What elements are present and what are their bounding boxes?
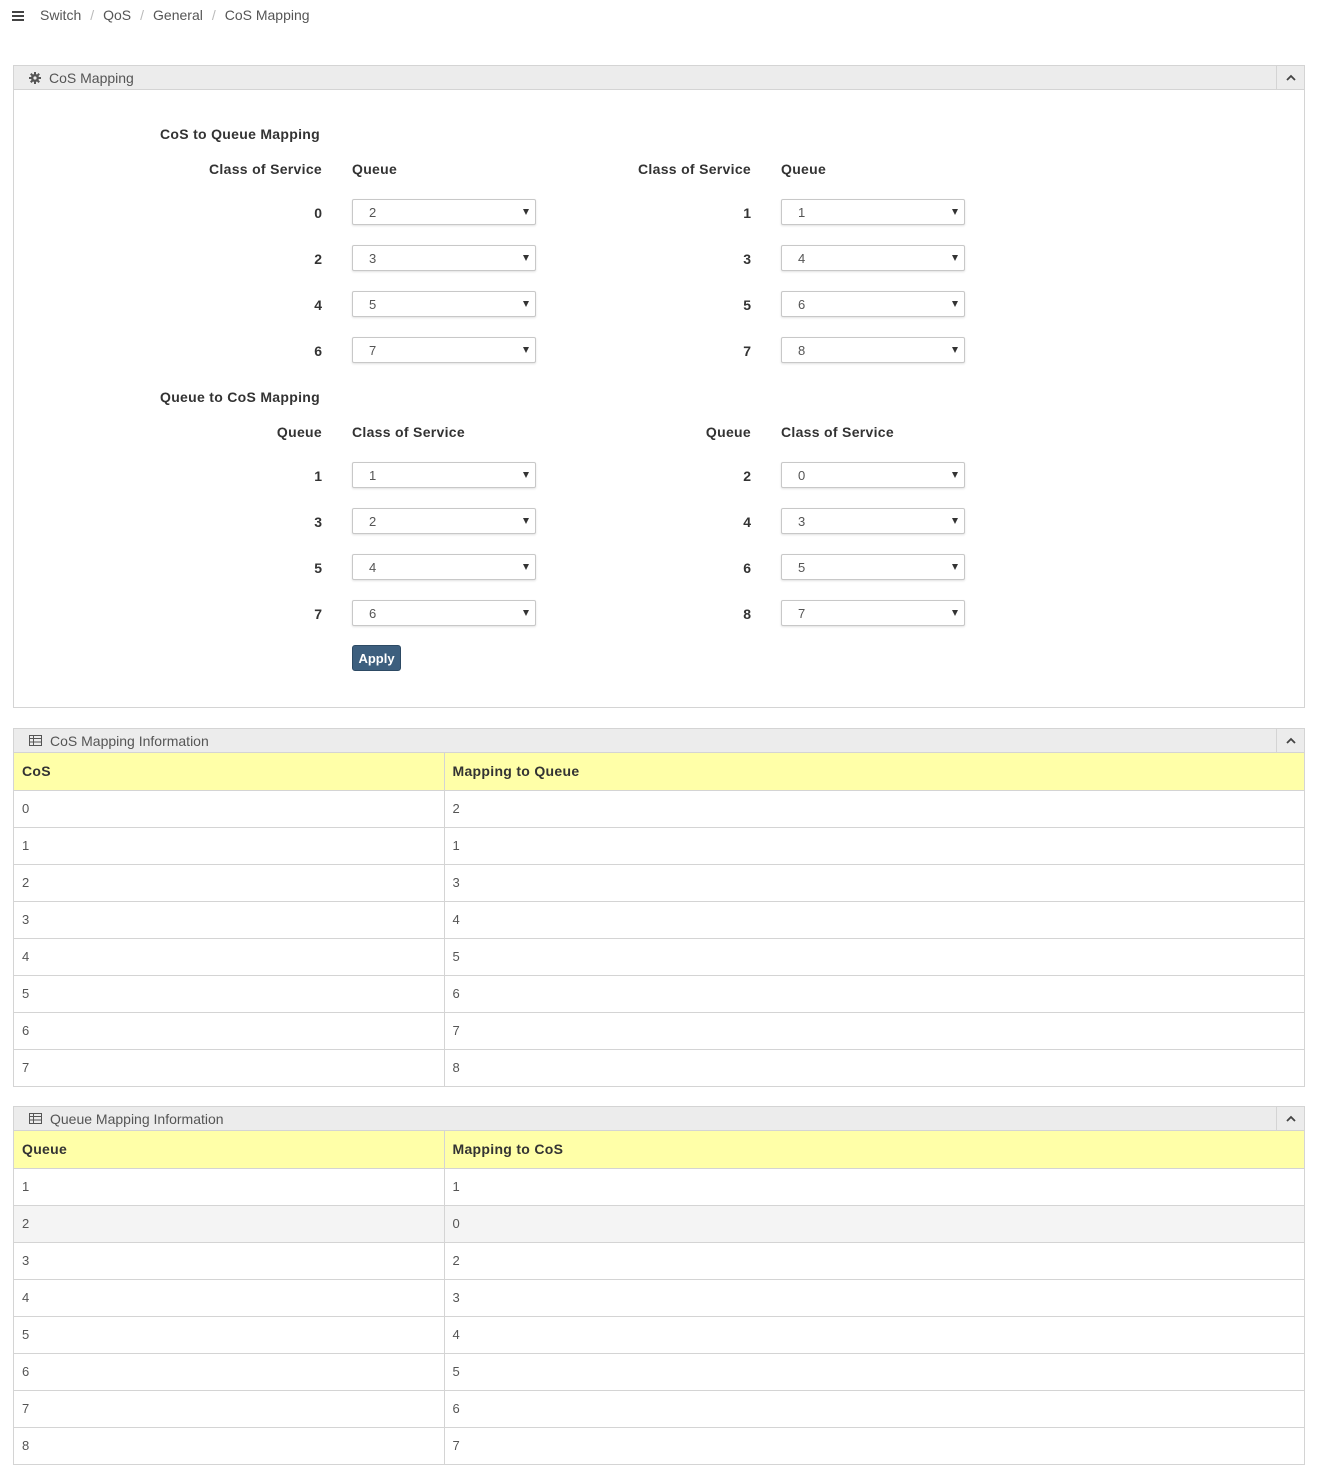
chevron-up-icon (1286, 737, 1296, 744)
column-header-mapping-to-queue: Mapping to Queue (444, 753, 1304, 790)
cos-select-queue-4[interactable] (781, 508, 965, 534)
select-value: 3 (369, 250, 377, 266)
panel-header (14, 729, 1304, 753)
table-row (14, 1427, 1304, 1464)
cos-select-queue-1[interactable] (352, 462, 536, 488)
cell-queue: 5 (444, 938, 1304, 975)
panel-title: CoS Mapping Information (50, 732, 209, 749)
table-icon (29, 1113, 42, 1124)
breadcrumb-separator: / (211, 7, 216, 23)
cell-cos: 3 (14, 901, 444, 938)
cos-label: 3 (743, 251, 751, 267)
dropdown-arrow-icon (523, 255, 529, 261)
queue-label: 7 (314, 606, 322, 622)
cell-queue: 6 (444, 975, 1304, 1012)
table-row (14, 1279, 1304, 1316)
select-value: 6 (369, 605, 377, 621)
cos-mapping-info-panel (13, 728, 1305, 1087)
table-icon (29, 735, 42, 746)
queue-to-cos-title: Queue to CoS Mapping (160, 389, 320, 405)
select-value: 1 (798, 204, 806, 220)
breadcrumb-item-switch[interactable]: Switch (40, 7, 82, 23)
queue-column-header: Queue (781, 161, 827, 177)
cell-cos: 2 (444, 1242, 1304, 1279)
cos-mapping-panel (13, 65, 1305, 708)
queue-select-cos-5[interactable] (781, 291, 965, 317)
cell-cos: 2 (14, 864, 444, 901)
table-row (14, 1168, 1304, 1205)
queue-select-cos-0[interactable] (352, 199, 536, 225)
queue-select-cos-7[interactable] (781, 337, 965, 363)
dropdown-arrow-icon (952, 472, 958, 478)
select-value: 4 (798, 250, 806, 266)
cell-cos: 7 (444, 1427, 1304, 1464)
table-row (14, 1390, 1304, 1427)
cell-cos: 4 (14, 938, 444, 975)
cell-queue: 7 (444, 1012, 1304, 1049)
cos-label: 7 (743, 343, 751, 359)
cos-select-queue-5[interactable] (352, 554, 536, 580)
select-value: 7 (369, 342, 377, 358)
cell-queue: 3 (444, 864, 1304, 901)
cos-mapping-table (14, 753, 1304, 1086)
dropdown-arrow-icon (952, 610, 958, 616)
table-header-row (14, 1131, 1304, 1168)
cell-queue: 4 (14, 1279, 444, 1316)
table-row (14, 1353, 1304, 1390)
cell-queue: 1 (444, 827, 1304, 864)
cell-cos: 6 (14, 1012, 444, 1049)
breadcrumb (12, 5, 310, 25)
panel-title: CoS Mapping (49, 69, 134, 86)
cos-column-header: Class of Service (638, 161, 751, 177)
select-value: 7 (798, 605, 806, 621)
panel-header (14, 66, 1304, 90)
table-header-row (14, 753, 1304, 790)
queue-label: 3 (314, 514, 322, 530)
queue-column-header: Queue (705, 424, 751, 440)
cell-queue: 1 (14, 1168, 444, 1205)
cell-queue: 6 (14, 1353, 444, 1390)
cos-select-queue-2[interactable] (781, 462, 965, 488)
collapse-button[interactable] (1276, 729, 1304, 752)
column-header-mapping-to-cos: Mapping to CoS (444, 1131, 1304, 1168)
cell-cos: 5 (14, 975, 444, 1012)
queue-column-header: Queue (276, 424, 322, 440)
dropdown-arrow-icon (952, 564, 958, 570)
table-row (14, 938, 1304, 975)
mapping-form (14, 90, 1304, 707)
cell-queue: 7 (14, 1390, 444, 1427)
queue-select-cos-3[interactable] (781, 245, 965, 271)
dropdown-arrow-icon (523, 209, 529, 215)
table-row (14, 864, 1304, 901)
dropdown-arrow-icon (523, 301, 529, 307)
cell-queue: 2 (444, 790, 1304, 827)
panel-header (14, 1107, 1304, 1131)
panel-title: Queue Mapping Information (50, 1110, 224, 1127)
queue-select-cos-1[interactable] (781, 199, 965, 225)
select-value: 8 (798, 342, 806, 358)
cell-cos: 4 (444, 1316, 1304, 1353)
cell-queue: 5 (14, 1316, 444, 1353)
cell-queue: 8 (14, 1427, 444, 1464)
cell-queue: 4 (444, 901, 1304, 938)
cos-select-queue-8[interactable] (781, 600, 965, 626)
collapse-button[interactable] (1276, 1107, 1304, 1130)
select-value: 5 (369, 296, 377, 312)
breadcrumb-separator: / (140, 7, 145, 23)
apply-button[interactable]: Apply (352, 645, 401, 671)
table-row (14, 1012, 1304, 1049)
queue-select-cos-2[interactable] (352, 245, 536, 271)
menu-icon[interactable] (12, 10, 25, 21)
cell-queue: 8 (444, 1049, 1304, 1086)
table-row (14, 1049, 1304, 1086)
cos-label: 6 (314, 343, 322, 359)
breadcrumb-item-cos-mapping: CoS Mapping (224, 7, 310, 23)
table-row (14, 975, 1304, 1012)
cell-cos: 0 (14, 790, 444, 827)
cell-cos: 1 (444, 1168, 1304, 1205)
cos-select-queue-6[interactable] (781, 554, 965, 580)
cos-label: 0 (314, 205, 322, 221)
select-value: 3 (798, 513, 806, 529)
queue-label: 5 (314, 560, 322, 576)
dropdown-arrow-icon (952, 255, 958, 261)
breadcrumb-item-general[interactable]: General (153, 7, 203, 23)
cos-label: 2 (314, 251, 322, 267)
table-row (14, 790, 1304, 827)
cell-queue: 2 (14, 1205, 444, 1242)
dropdown-arrow-icon (952, 301, 958, 307)
queue-label: 1 (314, 468, 322, 484)
breadcrumb-item-qos[interactable]: QoS (103, 7, 132, 23)
queue-label: 4 (743, 514, 751, 530)
cos-column-header: Class of Service (209, 161, 322, 177)
dropdown-arrow-icon (523, 564, 529, 570)
select-value: 0 (798, 467, 806, 483)
cos-label: 4 (314, 297, 322, 313)
dropdown-arrow-icon (952, 347, 958, 353)
queue-select-cos-4[interactable] (352, 291, 536, 317)
queue-label: 8 (743, 606, 751, 622)
cell-cos: 7 (14, 1049, 444, 1086)
gear-icon (29, 72, 41, 84)
cos-label: 5 (743, 297, 751, 313)
select-value: 2 (369, 204, 377, 220)
select-value: 2 (369, 513, 377, 529)
column-header-cos: CoS (14, 753, 444, 790)
select-value: 6 (798, 296, 806, 312)
dropdown-arrow-icon (523, 347, 529, 353)
queue-label: 2 (743, 468, 751, 484)
chevron-up-icon (1286, 74, 1296, 81)
queue-mapping-table (14, 1131, 1304, 1464)
column-header-queue: Queue (14, 1131, 444, 1168)
select-value: 4 (369, 559, 377, 575)
dropdown-arrow-icon (523, 472, 529, 478)
table-row (14, 1242, 1304, 1279)
cell-cos: 5 (444, 1353, 1304, 1390)
queue-label: 6 (743, 560, 751, 576)
cos-label: 1 (743, 205, 751, 221)
cell-cos: 0 (444, 1205, 1304, 1242)
collapse-button[interactable] (1276, 66, 1304, 89)
cos-column-header: Class of Service (781, 424, 894, 440)
cell-queue: 3 (14, 1242, 444, 1279)
cos-column-header: Class of Service (352, 424, 465, 440)
queue-mapping-info-panel (13, 1106, 1305, 1465)
dropdown-arrow-icon (952, 518, 958, 524)
cos-select-queue-7[interactable] (352, 600, 536, 626)
table-row (14, 1316, 1304, 1353)
table-row (14, 901, 1304, 938)
table-row (14, 827, 1304, 864)
table-row (14, 1205, 1304, 1242)
cos-select-queue-3[interactable] (352, 508, 536, 534)
chevron-up-icon (1286, 1115, 1296, 1122)
cos-to-queue-title: CoS to Queue Mapping (160, 126, 320, 142)
select-value: 5 (798, 559, 806, 575)
queue-select-cos-6[interactable] (352, 337, 536, 363)
dropdown-arrow-icon (523, 518, 529, 524)
queue-column-header: Queue (352, 161, 398, 177)
cell-cos: 6 (444, 1390, 1304, 1427)
cell-cos: 3 (444, 1279, 1304, 1316)
select-value: 1 (369, 467, 377, 483)
dropdown-arrow-icon (523, 610, 529, 616)
breadcrumb-separator: / (90, 7, 95, 23)
dropdown-arrow-icon (952, 209, 958, 215)
cell-cos: 1 (14, 827, 444, 864)
